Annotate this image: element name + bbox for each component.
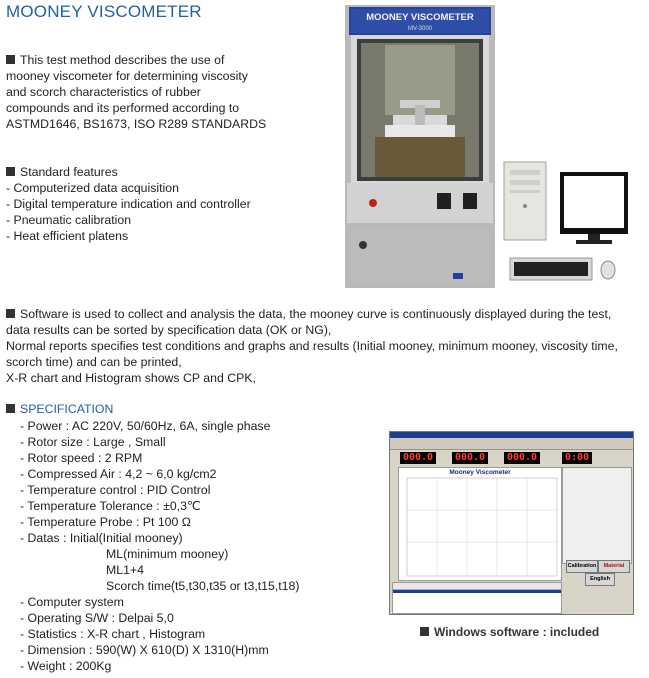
software-line: Software is used to collect and analysis the data, the mooney curve is continuously displayed during the test, (20, 307, 612, 321)
software-line: X-R chart and Histogram shows CP and CPK, (6, 371, 256, 385)
software-screenshot (389, 431, 634, 615)
feature-item: - Heat efficient platens (6, 229, 129, 243)
intro-line: ASTMD1646, BS1673, ISO R289 STANDARDS (6, 117, 267, 131)
svg-text:MV-3000: MV-3000 (407, 26, 433, 32)
value-display: 000.0 (504, 452, 540, 464)
settings-panel (562, 467, 632, 564)
intro-line: compounds and its performed according to (6, 101, 240, 115)
spec-row: - Power : AC 220V, 50/60Hz, 6A, single phase (20, 419, 271, 433)
bullet-square-icon (6, 309, 15, 318)
spec-row: - Datas : Initial(Initial mooney) (20, 531, 183, 545)
mooney-viscometer-machine-image (345, 5, 495, 288)
results-table (392, 582, 562, 614)
software-line: scorch time) and can be printed, (6, 355, 182, 369)
page-title: MOONEY VISCOMETER (6, 2, 202, 21)
intro-line: This test method describes the use of (20, 53, 225, 67)
bullet-square-icon (6, 404, 15, 413)
spec-row: - Temperature control : PID Control (20, 483, 211, 497)
bullet-square-icon (6, 167, 15, 176)
spec-row: - Computer system (20, 595, 124, 609)
spec-row: - Operating S/W : Delpai 5,0 (20, 611, 174, 625)
plot-title: Mooney Viscometer (449, 469, 511, 476)
feature-item: - Pneumatic calibration (6, 213, 132, 227)
spec-row: Scorch time(t5,t30,t35 or t3,t15,t18) (106, 579, 300, 593)
bullet-square-icon (6, 55, 15, 64)
material-button[interactable]: Material (598, 560, 630, 573)
bullet-square-icon (420, 627, 429, 636)
software-line: data results can be sorted by specification data (OK or NG), (6, 323, 332, 337)
spec-row: ML(minimum mooney) (106, 547, 229, 561)
spec-row: - Weight : 200Kg (20, 659, 112, 673)
computer-system-image (500, 160, 640, 288)
mooney-curve-plot (398, 467, 562, 581)
software-caption-row (420, 625, 599, 639)
spec-row: - Temperature Probe : Pt 100 Ω (20, 515, 191, 529)
intro-line: mooney viscometer for determining viscosity (6, 69, 248, 83)
spec-heading-row (6, 402, 113, 416)
spec-heading: SPECIFICATION (20, 402, 114, 416)
time-display: 0:00 (562, 452, 592, 464)
spec-row: ML1+4 (106, 563, 144, 577)
software-description (6, 306, 646, 386)
spec-row: - Rotor size : Large , Small (20, 435, 166, 449)
english-button[interactable]: English (585, 573, 615, 586)
spec-row: - Compressed Air : 4,2 ~ 6,0 kg/cm2 (20, 467, 217, 481)
value-display: 000.0 (452, 452, 488, 464)
feature-item: - Digital temperature indication and controller (6, 197, 251, 211)
machine-label: MOONEY VISCOMETER (366, 12, 474, 23)
plot-grid (399, 468, 561, 580)
toolbar (390, 438, 633, 450)
features-heading: Standard features (20, 165, 118, 179)
intro-paragraph (6, 52, 336, 132)
calibration-button[interactable]: Calibration (566, 560, 598, 573)
value-display: 000.0 (400, 452, 436, 464)
feature-item: - Computerized data acquisition (6, 181, 179, 195)
spec-row: - Statistics : X-R chart , Histogram (20, 627, 206, 641)
spec-row: - Dimension : 590(W) X 610(D) X 1310(H)mm (20, 643, 269, 657)
software-caption: Windows software : included (434, 625, 600, 639)
features-section (6, 164, 336, 244)
intro-line: and scorch characteristics of rubber (6, 85, 201, 99)
spec-row: - Rotor speed : 2 RPM (20, 451, 143, 465)
software-line: Normal reports specifies test conditions and graphs and results (Initial mooney, minimum mooney, viscosity time, (6, 339, 618, 353)
spec-row: - Temperature Tolerance : ±0,3℃ (20, 499, 201, 513)
